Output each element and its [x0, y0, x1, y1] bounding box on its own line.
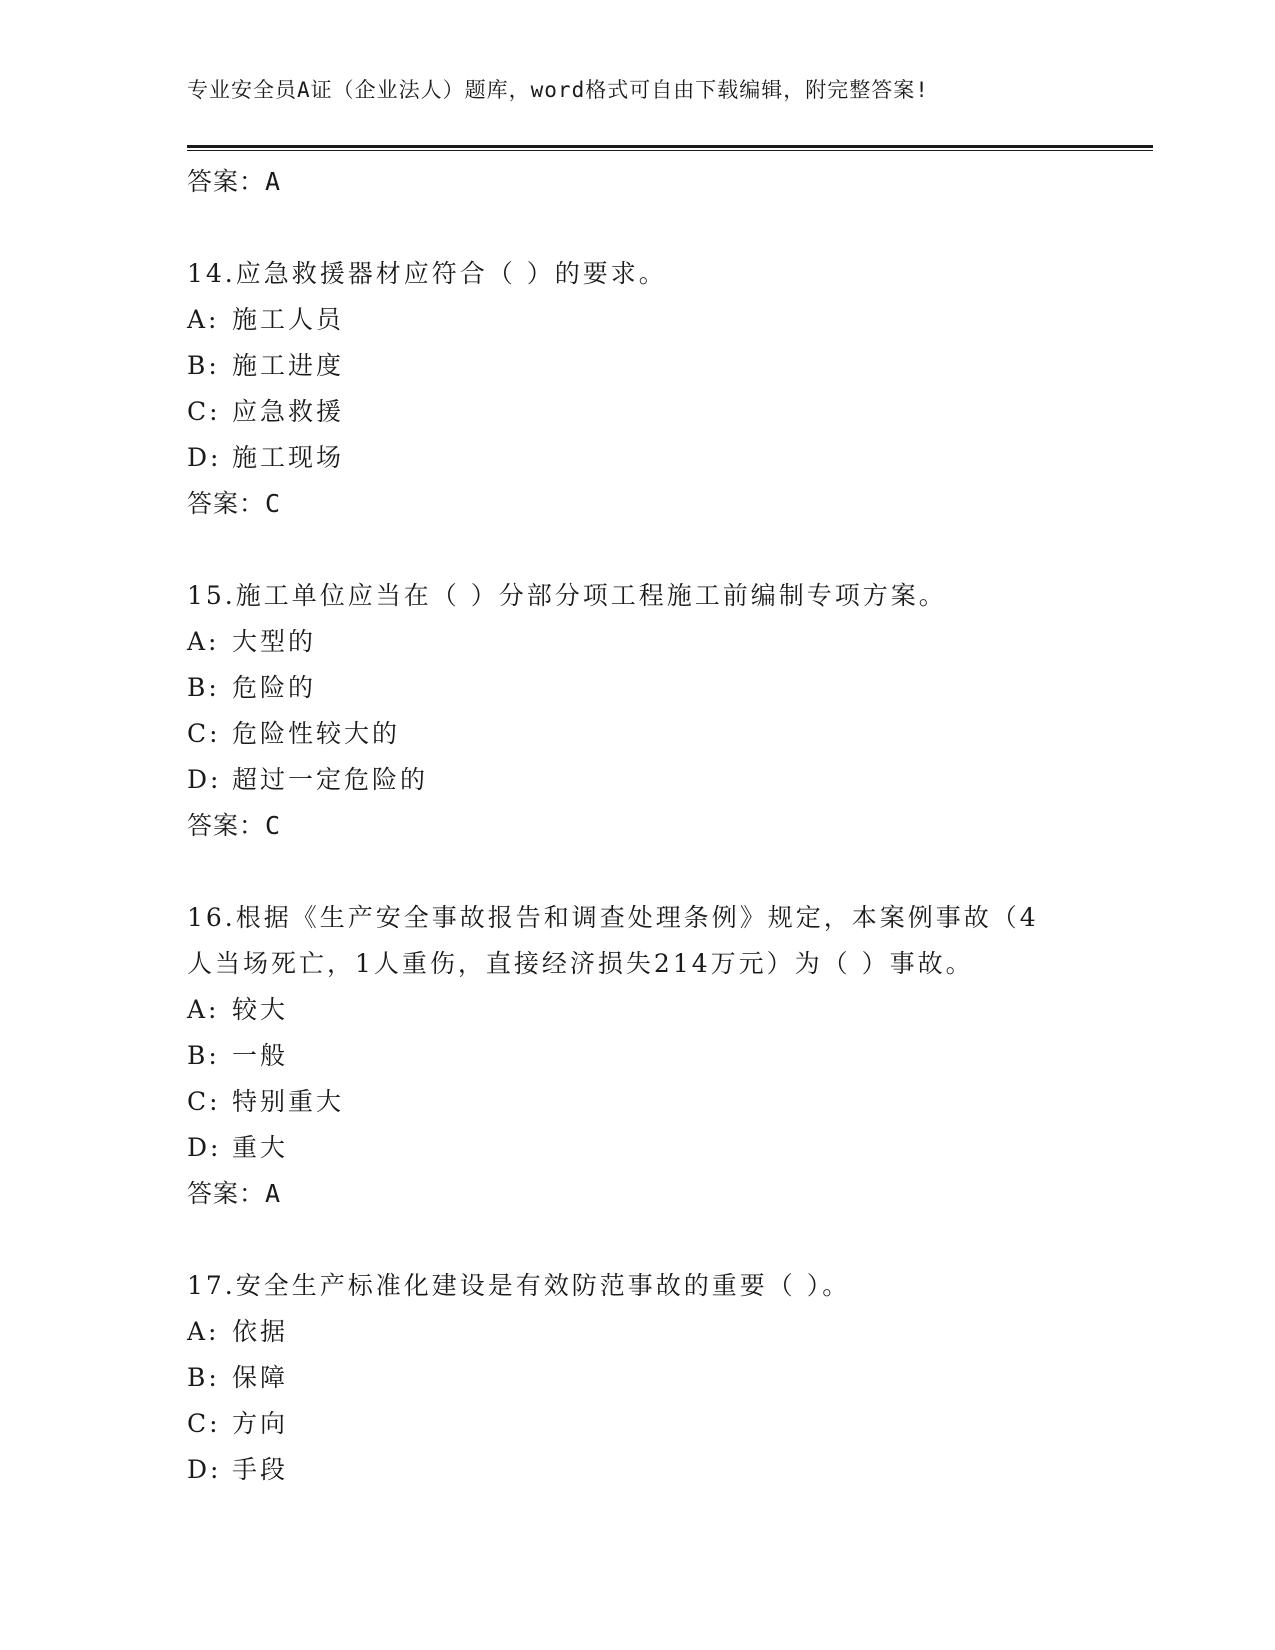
- answer-line: 答案：C: [187, 489, 282, 518]
- option-label: C:: [187, 1087, 221, 1116]
- option-a: [187, 297, 1153, 343]
- question-list: [187, 159, 1153, 1493]
- option-text: 应急救援: [232, 397, 345, 426]
- option-text: 依据: [232, 1317, 289, 1346]
- option-a: [187, 987, 1153, 1033]
- option-a: [187, 619, 1153, 665]
- option-text: 超过一定危险的: [232, 765, 429, 794]
- question-block: [187, 573, 1153, 849]
- option-text: 施工现场: [232, 443, 345, 472]
- option-label: D:: [187, 1455, 222, 1484]
- option-label: A:: [187, 1317, 220, 1346]
- option-d: [187, 1447, 1153, 1493]
- answer-line: 答案：C: [187, 811, 282, 840]
- question-stem: 16.根据《生产安全事故报告和调查处理条例》规定，本案例事故（4: [187, 903, 1039, 932]
- answer-line: 答案：A: [187, 1179, 282, 1208]
- option-text: 手段: [232, 1455, 289, 1484]
- option-label: D:: [187, 443, 222, 472]
- question-stem: 15.施工单位应当在（ ）分部分项工程施工前编制专项方案。: [187, 581, 947, 610]
- option-text: 施工人员: [232, 305, 345, 334]
- option-d: [187, 435, 1153, 481]
- option-label: D:: [187, 1133, 222, 1162]
- question-stem: 17.安全生产标准化建设是有效防范事故的重要（ ）。: [187, 1271, 851, 1300]
- option-label: C:: [187, 719, 221, 748]
- question-block: [187, 251, 1153, 527]
- question-stem-continued: 人当场死亡，1人重伤，直接经济损失214万元）为（ ）事故。: [187, 949, 974, 978]
- answer-line: 答案：A: [187, 167, 282, 196]
- header-divider: [187, 145, 1153, 148]
- option-label: A:: [187, 305, 220, 334]
- question-stem: 14.应急救援器材应符合（ ）的要求。: [187, 259, 667, 288]
- option-text: 施工进度: [232, 351, 345, 380]
- option-text: 大型的: [232, 627, 317, 656]
- option-label: B:: [187, 1363, 220, 1392]
- option-b: [187, 1033, 1153, 1079]
- option-label: B:: [187, 1041, 220, 1070]
- option-d: [187, 757, 1153, 803]
- option-text: 危险性较大的: [232, 719, 401, 748]
- option-c: [187, 711, 1153, 757]
- option-label: C:: [187, 397, 221, 426]
- option-d: [187, 1125, 1153, 1171]
- option-label: A:: [187, 627, 220, 656]
- option-label: B:: [187, 673, 220, 702]
- page-header: 专业安全员A证（企业法人）题库，word格式可自由下载编辑，附完整答案!: [187, 78, 929, 102]
- option-text: 危险的: [232, 673, 317, 702]
- question-block: [187, 895, 1153, 1217]
- option-label: B:: [187, 351, 220, 380]
- option-text: 特别重大: [232, 1087, 345, 1116]
- option-text: 较大: [232, 995, 289, 1024]
- option-text: 保障: [232, 1363, 289, 1392]
- header-divider-thin: [187, 150, 1153, 151]
- option-label: A:: [187, 995, 220, 1024]
- option-text: 一般: [232, 1041, 289, 1070]
- option-text: 方向: [232, 1409, 289, 1438]
- option-b: [187, 665, 1153, 711]
- option-c: [187, 1401, 1153, 1447]
- option-c: [187, 389, 1153, 435]
- option-a: [187, 1309, 1153, 1355]
- option-label: D:: [187, 765, 222, 794]
- option-label: C:: [187, 1409, 221, 1438]
- option-text: 重大: [232, 1133, 289, 1162]
- option-b: [187, 1355, 1153, 1401]
- question-block: [187, 1263, 1153, 1493]
- option-c: [187, 1079, 1153, 1125]
- option-b: [187, 343, 1153, 389]
